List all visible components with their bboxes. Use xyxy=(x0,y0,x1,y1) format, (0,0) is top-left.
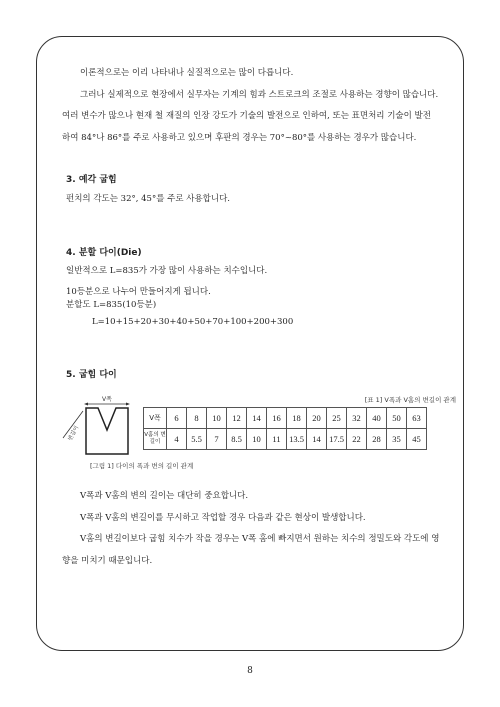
side-length-label: 변길이 xyxy=(67,425,81,442)
v-width-label: V폭 xyxy=(102,396,112,403)
section5-line-4: 향을 미치기 때문입니다. xyxy=(62,555,153,566)
intro-line-2: 그러나 실제적으로 현장에서 실무자는 기계의 힘과 스트로크의 조절로 사용하는 경향이 많습니다. xyxy=(80,89,439,100)
table-row xyxy=(144,429,427,450)
section5-line-2: V폭과 V홈의 변길이를 무시하고 작업할 경우 다음과 같은 현상이 발생합니다. xyxy=(80,512,366,523)
intro-line-4: 하여 84°나 86°를 주로 사용하고 있으며 후판의 경우는 70°~80°를 사용하는 경우가 많습니다. xyxy=(62,132,417,143)
section3-text: 펀치의 각도는 32°, 45°를 주로 사용합니다. xyxy=(66,194,231,204)
table-cell: 14 xyxy=(247,408,267,429)
die-block-shape xyxy=(86,408,128,454)
table-row xyxy=(144,408,427,429)
section4-line-1: 일반적으로 L=835가 가장 많이 사용하는 치수입니다. xyxy=(66,266,268,276)
table-cell: 7 xyxy=(207,429,227,450)
intro-paragraph xyxy=(62,63,442,149)
table-cell: 13.5 xyxy=(287,429,307,450)
table-cell: 16 xyxy=(267,408,287,429)
section5-line-3: V홈의 변길이보다 굽힘 치수가 작을 경우는 V폭 홈에 빠지면서 원하는 치수의 정밀도와 각도에 영 xyxy=(80,534,440,544)
section-heading-acute-bending: 3. 예각 굽힘 xyxy=(66,175,117,185)
split-die-formula: L=10+15+20+30+40+50+70+100+200+300 xyxy=(92,317,294,327)
table-cell: 25 xyxy=(327,408,347,429)
section4-line-2: 10등분으로 나누어 만들어지게 됩니다. xyxy=(66,287,211,297)
table-caption: [표 1] V폭과 V홈의 변길이 관계 xyxy=(364,396,456,404)
table-cell: 4 xyxy=(167,429,187,450)
table-cell: 6 xyxy=(167,408,187,429)
dimension-arrow-right xyxy=(126,403,130,406)
section-heading-bending-die: 5. 굽힘 다이 xyxy=(66,370,117,380)
intro-line-1: 이론적으로는 이리 나타내나 실질적으로는 많이 다릅니다. xyxy=(80,68,294,78)
table-cell: 20 xyxy=(307,408,327,429)
table-cell: 8 xyxy=(187,408,207,429)
table-cell: 35 xyxy=(387,429,407,450)
section5-line-1: V폭과 V홈의 변의 길이는 대단히 중요합니다. xyxy=(80,491,249,501)
intro-line-3: 여러 변수가 많으나 현재 철 재질의 인장 강도가 기술의 발전으로 인하여, 또는 표면처리 기술이 발전 xyxy=(62,111,431,121)
die-figure xyxy=(56,392,136,464)
table-cell: 10 xyxy=(207,408,227,429)
table-cell: 14 xyxy=(307,429,327,450)
table-cell: 40 xyxy=(367,408,387,429)
figure-caption: [그림 1] 다이의 폭과 변의 길이 관계 xyxy=(90,462,194,470)
table-cell: 5.5 xyxy=(187,429,207,450)
table-cell: 10 xyxy=(247,429,267,450)
dimension-arrow-left xyxy=(84,403,88,406)
v-die-diagram xyxy=(56,392,136,460)
table-cell: 45 xyxy=(407,429,427,450)
table-cell: 22 xyxy=(347,429,367,450)
table-row-label-side-length: V홈의 변길이 xyxy=(144,429,167,450)
section-heading-split-die: 4. 분할 다이(Die) xyxy=(66,248,142,258)
section5-paragraph xyxy=(62,486,442,572)
v-width-table xyxy=(143,407,427,450)
table-cell: 12 xyxy=(227,408,247,429)
table-cell: 17.5 xyxy=(327,429,347,450)
table-cell: 63 xyxy=(407,408,427,429)
page-number: 8 xyxy=(247,666,253,676)
table-cell: 11 xyxy=(267,429,287,450)
table-cell: 8.5 xyxy=(227,429,247,450)
table-row-label-v-width: V폭 xyxy=(144,408,167,429)
section4-line-3: 분할도 L=835(10등분) xyxy=(66,300,157,310)
table-cell: 18 xyxy=(287,408,307,429)
table-cell: 28 xyxy=(367,429,387,450)
table-cell: 50 xyxy=(387,408,407,429)
table-cell: 32 xyxy=(347,408,367,429)
